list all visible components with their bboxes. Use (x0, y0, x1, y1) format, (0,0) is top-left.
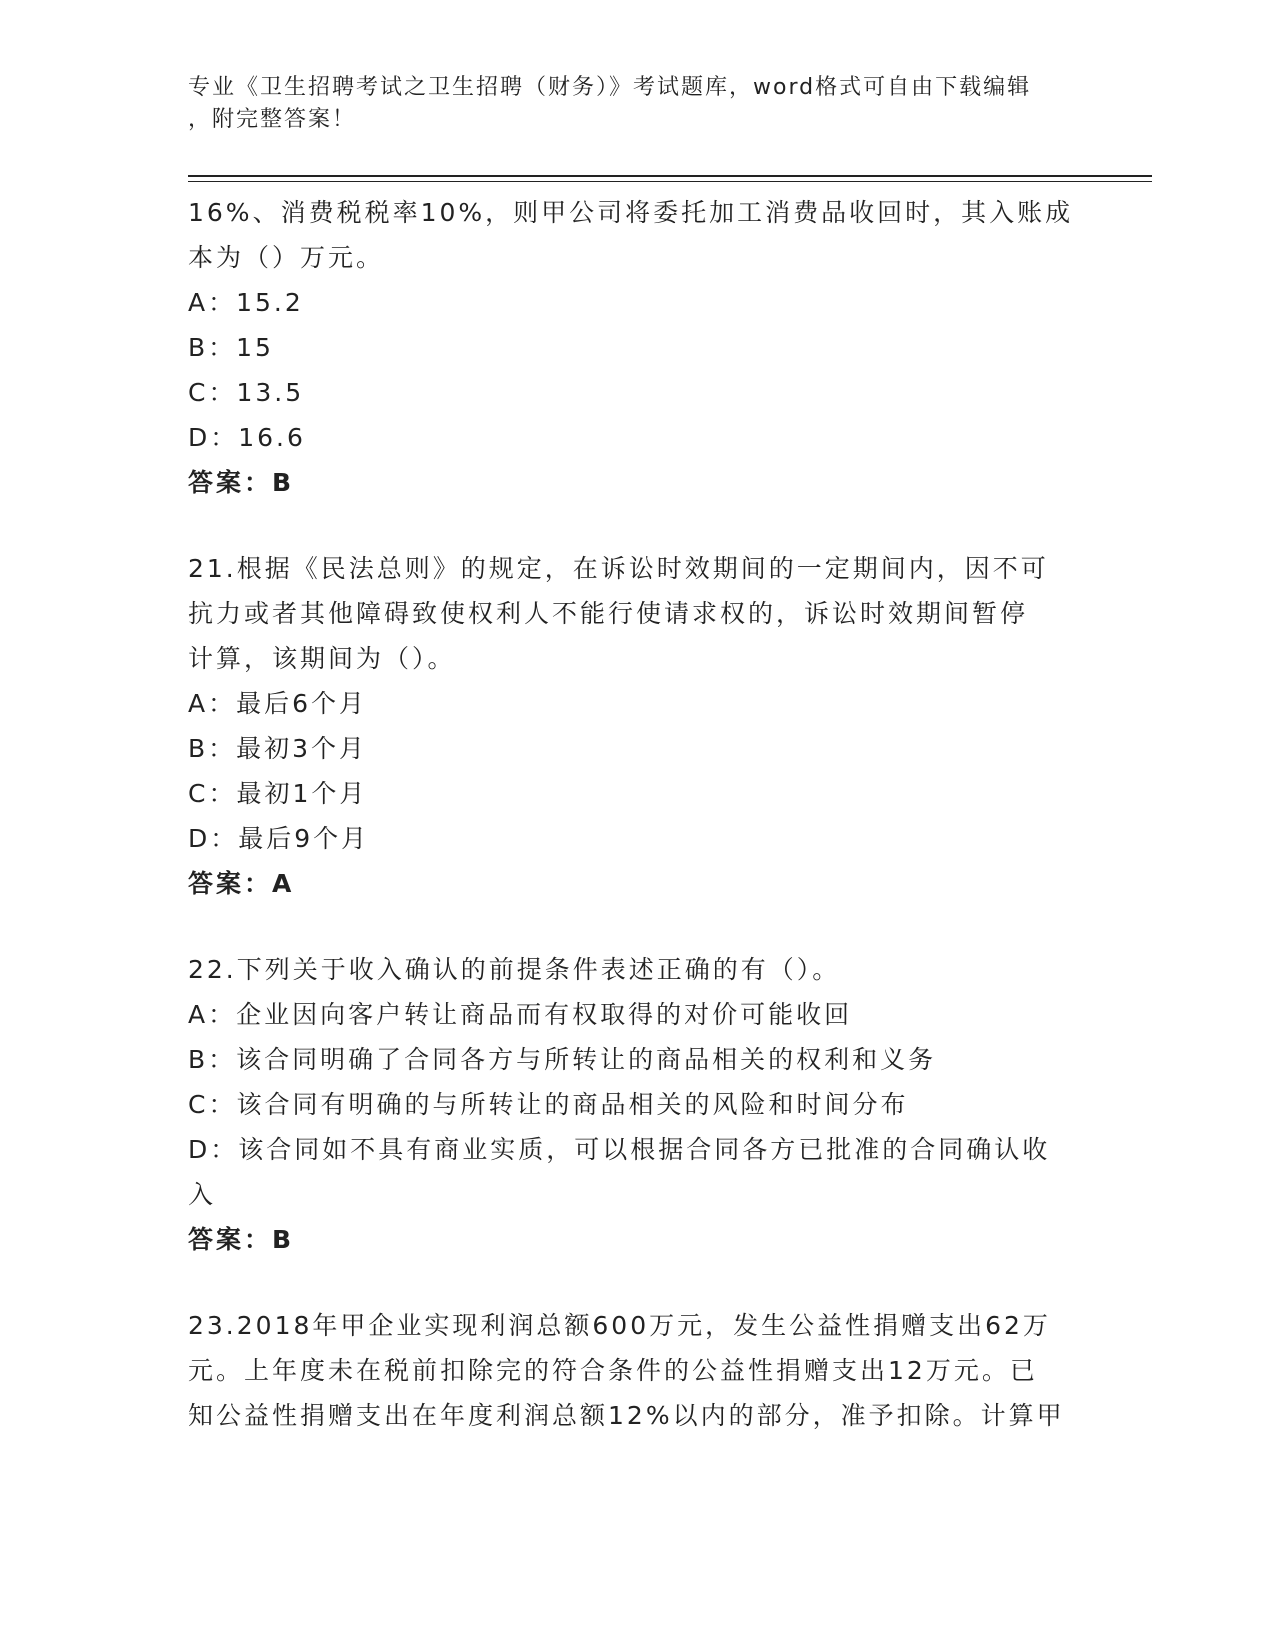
option-d: D：16.6 (188, 423, 306, 452)
answer: 答案：B (188, 1225, 295, 1254)
question-text: 知公益性捐赠支出在年度利润总额12%以内的部分，准予扣除。计算甲 (188, 1401, 1065, 1430)
option-b: B：该合同明确了合同各方与所转让的商品相关的权利和义务 (188, 1045, 937, 1074)
option-c: C：该合同有明确的与所转让的商品相关的风险和时间分布 (188, 1090, 909, 1119)
answer: 答案：A (188, 869, 295, 898)
question-text: 23.2018年甲企业实现利润总额600万元，发生公益性捐赠支出62万 (188, 1311, 1051, 1340)
header-rule-thick (188, 175, 1152, 177)
document-body (188, 190, 1088, 1438)
option-c: C：13.5 (188, 378, 305, 407)
question-20 (188, 190, 1088, 505)
header-line-1: 专业《卫生招聘考试之卫生招聘（财务）》考试题库，word格式可自由下载编辑 (188, 75, 1032, 100)
question-23 (188, 1303, 1088, 1438)
question-text: 16%、消费税税率10%，则甲公司将委托加工消费品收回时，其入账成 (188, 198, 1074, 227)
option-a: A：最后6个月 (188, 689, 368, 718)
question-text: 计算，该期间为（）。 (188, 644, 456, 673)
header-rule-thin (188, 181, 1152, 182)
document-header (188, 72, 1068, 136)
answer: 答案：B (188, 468, 295, 497)
question-text: 元。上年度未在税前扣除完的符合条件的公益性捐赠支出12万元。已 (188, 1356, 1038, 1385)
option-d-continued: 入 (188, 1180, 217, 1209)
question-text: 21.根据《民法总则》的规定，在诉讼时效期间的一定期间内，因不可 (188, 554, 1049, 583)
question-21 (188, 546, 1088, 906)
option-d: D：最后9个月 (188, 824, 370, 853)
option-b: B：最初3个月 (188, 734, 368, 763)
option-d: D：该合同如不具有商业实质，可以根据合同各方已批准的合同确认收 (188, 1135, 1051, 1164)
question-text: 抗力或者其他障碍致使权利人不能行使请求权的，诉讼时效期间暂停 (188, 599, 1029, 628)
option-a: A：15.2 (188, 288, 304, 317)
header-line-2: ，附完整答案！ (188, 107, 357, 132)
option-c: C：最初1个月 (188, 779, 368, 808)
question-text: 本为（）万元。 (188, 243, 385, 272)
option-a: A：企业因向客户转让商品而有权取得的对价可能收回 (188, 1000, 853, 1029)
question-22 (188, 947, 1088, 1262)
option-b: B：15 (188, 333, 274, 362)
question-text: 22.下列关于收入确认的前提条件表述正确的有（）。 (188, 955, 841, 984)
